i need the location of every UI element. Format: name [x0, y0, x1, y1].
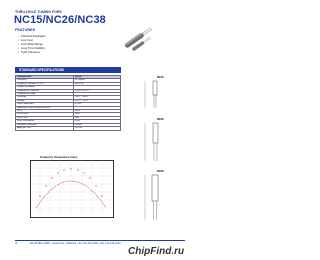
table-cell: Equivalent Series Resistance (ESR): [16, 106, 74, 109]
table-cell: Insulation Resistance: [16, 123, 74, 126]
drawing-label-nc15: NC15: [157, 76, 164, 79]
crystal-photo: [110, 22, 162, 60]
table-cell: Drive Level: [16, 116, 74, 119]
table-cell: -10°C ~ +60°C: [73, 96, 120, 99]
table-header-cell: PARAMETERS: [16, 76, 74, 79]
series-label: THRU-HOLE TUNING FORK: [15, 10, 63, 14]
dimension-drawings: [135, 75, 190, 225]
table-cell: Frequency: [16, 79, 74, 82]
feature-item: • Long Term Stability: [18, 46, 45, 50]
watermark-brand: ChipFind: [128, 246, 172, 257]
table-cell: Aging per Year: [16, 127, 74, 130]
table-cell: Temperature Coefficient: [16, 89, 74, 92]
feature-item: • Tight Tolerance: [18, 50, 40, 54]
drawing-label-nc26: NC26: [157, 118, 164, 121]
table-cell: NC26/NC38: [16, 113, 74, 116]
table-cell: 12.5pF: [73, 103, 120, 106]
table-cell: 1.0pF: [73, 120, 120, 123]
table-header-cell: VALUE: [73, 76, 120, 79]
table-cell: Shunt Capacitance: [16, 120, 74, 123]
spec-table-body: [16, 79, 121, 130]
table-cell: Frequency Stability: [16, 86, 74, 89]
table-cell: Operating: [16, 96, 74, 99]
table-cell: Storage: [16, 99, 74, 102]
drawing-label-nc38: NC38: [157, 170, 164, 173]
table-cell: Load Capacitance: [16, 103, 74, 106]
table-cell: -0.034 PPM/°C²: [73, 89, 120, 92]
table-cell: 35kΩ: [73, 113, 120, 116]
feature-item: • Cost Wide Range: [18, 42, 43, 46]
table-row: [16, 127, 121, 130]
footer-text: ECLIPTEK CORP. • Santa Ana, California • Tel 714-433-1200 • Fax 714-433-1234: [30, 242, 121, 245]
feature-item: • Standard Packages: [18, 34, 45, 38]
page-title: NC15/NC26/NC38: [14, 14, 106, 26]
watermark-logo: [128, 246, 184, 257]
spec-table: [15, 75, 121, 131]
table-cell: 35kΩ: [73, 110, 120, 113]
specs-heading-bar: [15, 67, 121, 73]
temperature-curve-graph: [30, 160, 112, 216]
table-cell: 1μW: [73, 116, 120, 119]
footer-divider: [15, 240, 185, 241]
table-cell: Frequency Tolerance @ 25°C: [16, 82, 74, 85]
watermark-tld: ru: [174, 246, 185, 257]
watermark-dot: .: [171, 246, 175, 257]
table-cell: -20°C ~ +70°C: [73, 99, 120, 102]
table-cell: NC15: [16, 110, 74, 113]
feature-item: • Low Cost: [18, 38, 33, 42]
graph-title: Frequency Temperature Curve: [40, 156, 78, 159]
table-cell: Temperature Range: [16, 93, 74, 96]
table-cell: 32.768kHz: [73, 79, 120, 82]
table-cell: ±3 PPM: [73, 127, 120, 130]
specs-heading: STANDARD SPECIFICATIONS: [19, 68, 65, 73]
page-number: 4: [15, 241, 17, 245]
features-heading: FEATURES: [15, 28, 36, 32]
table-cell: 500MΩ: [73, 123, 120, 126]
table-cell: ±20 PPM: [73, 82, 120, 85]
